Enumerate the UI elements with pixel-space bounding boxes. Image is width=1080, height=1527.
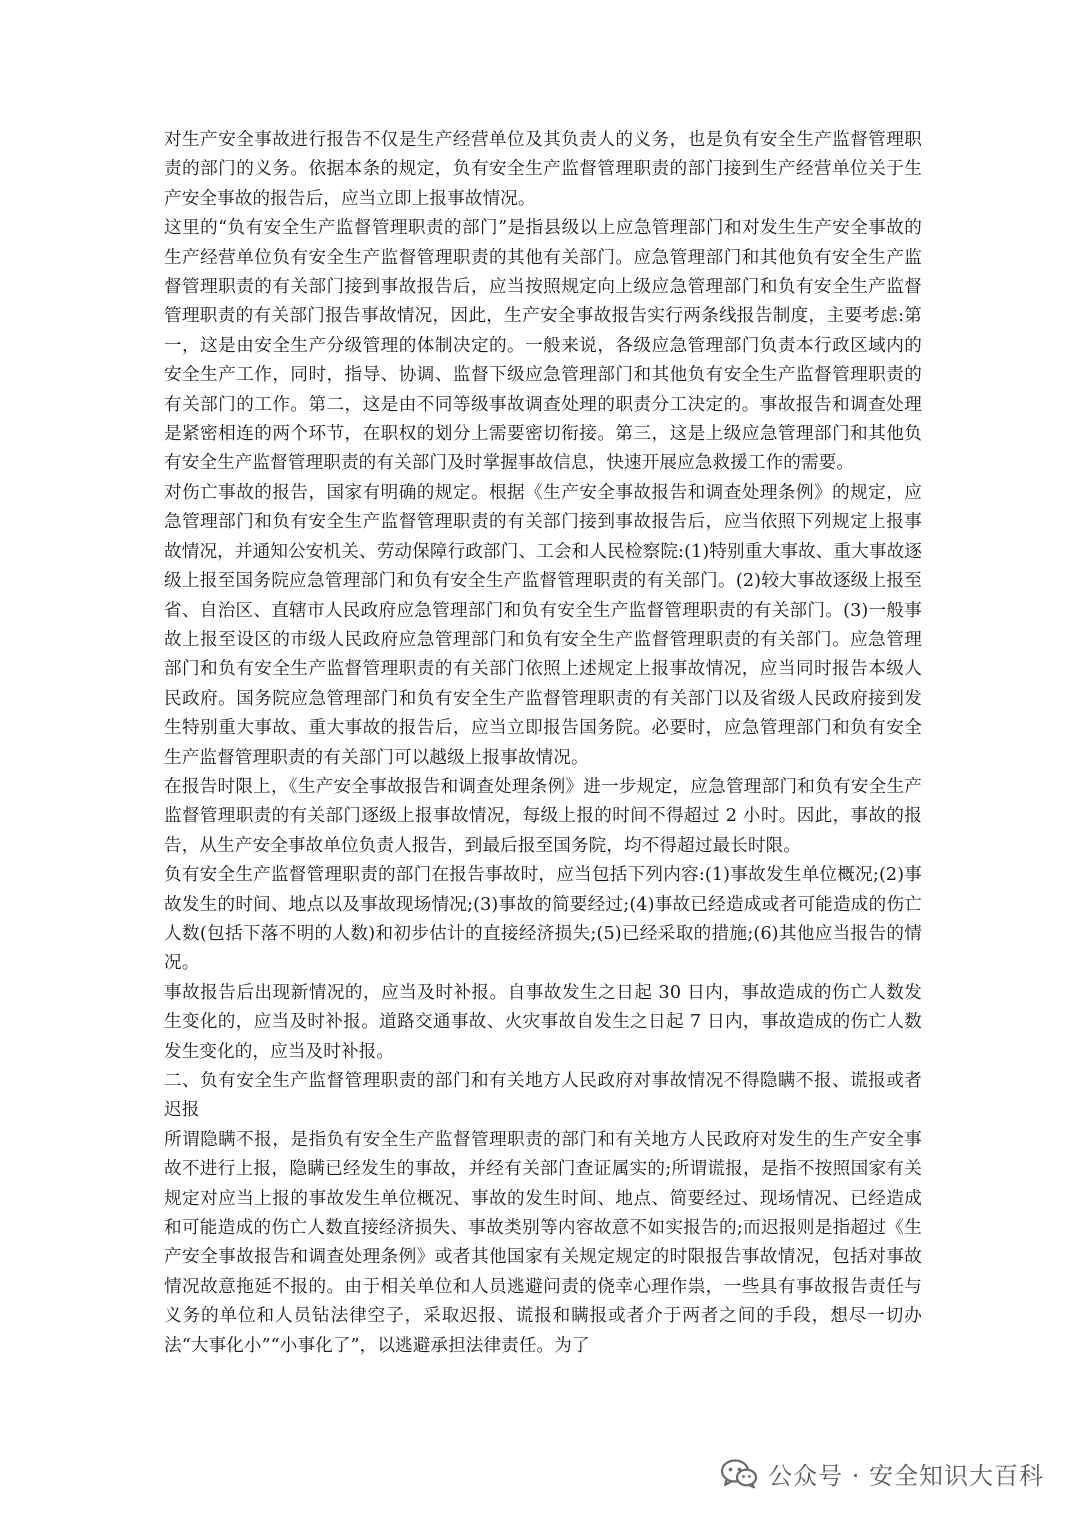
watermark <box>720 1456 1044 1491</box>
paragraph-4: 在报告时限上，《生产安全事故报告和调查处理条例》进一步规定，应急管理部门和负有安全生产监督管理职责的有关部门逐级上报事故情况，每级上报的时间不得超过 2 小时。因此，事故的报告，从生产安全事故单位负责人报告，到最后报至国务院，均不得超过最长时限。 <box>164 776 922 856</box>
section-heading: 二、负有安全生产监督管理职责的部门和有关地方人民政府对事故情况不得隐瞒不报、谎报或者迟报 <box>164 1071 922 1121</box>
paragraph-1: 对生产安全事故进行报告不仅是生产经营单位及其负责人的义务，也是负有安全生产监督管理职责的部门的义务。依据本条的规定，负有安全生产监督管理职责的部门接到生产经营单位关于生产安全事故的报告后，应当立即上报事故情况。 <box>164 130 922 209</box>
paragraph-7: 所谓隐瞒不报，是指负有安全生产监督管理职责的部门和有关地方人民政府对发生的生产安全事故不进行上报，隐瞒已经发生的事故，并经有关部门查证属实的;所谓谎报，是指不按照国家有关规定对应当上报的事故发生单位概况、事故的发生时间、地点、简要经过、现场情况、已经造成和可能造成的伤亡人数直接经济损失、事故类别等内容故意不如实报告的;而迟报则是指超过《生产安全事故报告和调查处理条例》或者其他国家有关规定规定的时限报告事故情况，包括对事故情况故意拖延不报的。由于相关单位和人员逃避问责的侥幸心理作祟，一些具有事故报告责任与义务的单位和人员钻法律空子，采取迟报、谎报和瞒报或者介于两者之间的手段，想尽一切办法“大事化小”“小事化了”，以逃避承担法律责任。为了 <box>164 1129 922 1356</box>
watermark-text: 公众号 · 安全知识大百科 <box>768 1462 1044 1490</box>
paragraph-2: 这里的“负有安全生产监督管理职责的部门”是指县级以上应急管理部门和对发生生产安全事故的生产经营单位负有安全生产监督管理职责的其他有关部门。应急管理部门和其他负有安全生产监督管理职责的有关部门接到事故报告后，应当按照规定向上级应急管理部门和负有安全生产监督管理职责的有关部门报告事故情况，因此，生产安全事故报告实行两条线报告制度，主要考虑:第一，这是由安全生产分级管理的体制决定的。一般来说，各级应急管理部门负责本行政区域内的安全生产工作，同时，指导、协调、监督下级应急管理部门和其他负有安全生产监督管理职责的有关部门的工作。第二，这是由不同等级事故调查处理的职责分工决定的。事故报告和调查处理是紧密相连的两个环节，在职权的划分上需要密切衔接。第三，这是上级应急管理部门和其他负有安全生产监督管理职责的有关部门及时掌握事故信息，快速开展应急救援工作的需要。 <box>164 218 922 474</box>
wechat-icon <box>720 1459 758 1489</box>
paragraph-6: 事故报告后出现新情况的，应当及时补报。自事故发生之日起 30 日内，事故造成的伤亡人数发生变化的，应当及时补报。道路交通事故、火灾事故自发生之日起 7 日内，事故造成的伤亡人数发生变化的，应当及时补报。 <box>164 982 922 1062</box>
paragraph-3: 对伤亡事故的报告，国家有明确的规定。根据《生产安全事故报告和调查处理条例》的规定，应急管理部门和负有安全生产监督管理职责的有关部门接到事故报告后，应当依照下列规定上报事故情况，并通知公安机关、劳动保障行政部门、工会和人民检察院:(1)特别重大事故、重大事故逐级上报至国务院应急管理部门和负有安全生产监督管理职责的有关部门。(2)较大事故逐级上报至省、自治区、直辖市人民政府应急管理部门和负有安全生产监督管理职责的有关部门。(3)一般事故上报至设区的市级人民政府应急管理部门和负有安全生产监督管理职责的有关部门。应急管理部门和负有安全生产监督管理职责的有关部门依照上述规定上报事故情况，应当同时报告本级人民政府。国务院应急管理部门和负有安全生产监督管理职责的有关部门以及省级人民政府接到发生特别重大事故、重大事故的报告后，应当立即报告国务院。必要时，应急管理部门和负有安全生产监督管理职责的有关部门可以越级上报事故情况。 <box>164 482 922 768</box>
document-body <box>164 126 922 1361</box>
paragraph-5: 负有安全生产监督管理职责的部门在报告事故时，应当包括下列内容:(1)事故发生单位概况;(2)事故发生的时间、地点以及事故现场情况;(3)事故的简要经过;(4)事故已经造成或者可能造成的伤亡人数(包括下落不明的人数)和初步估计的直接经济损失;(5)已经采取的措施;(6)其他应当报告的情况。 <box>164 865 922 974</box>
